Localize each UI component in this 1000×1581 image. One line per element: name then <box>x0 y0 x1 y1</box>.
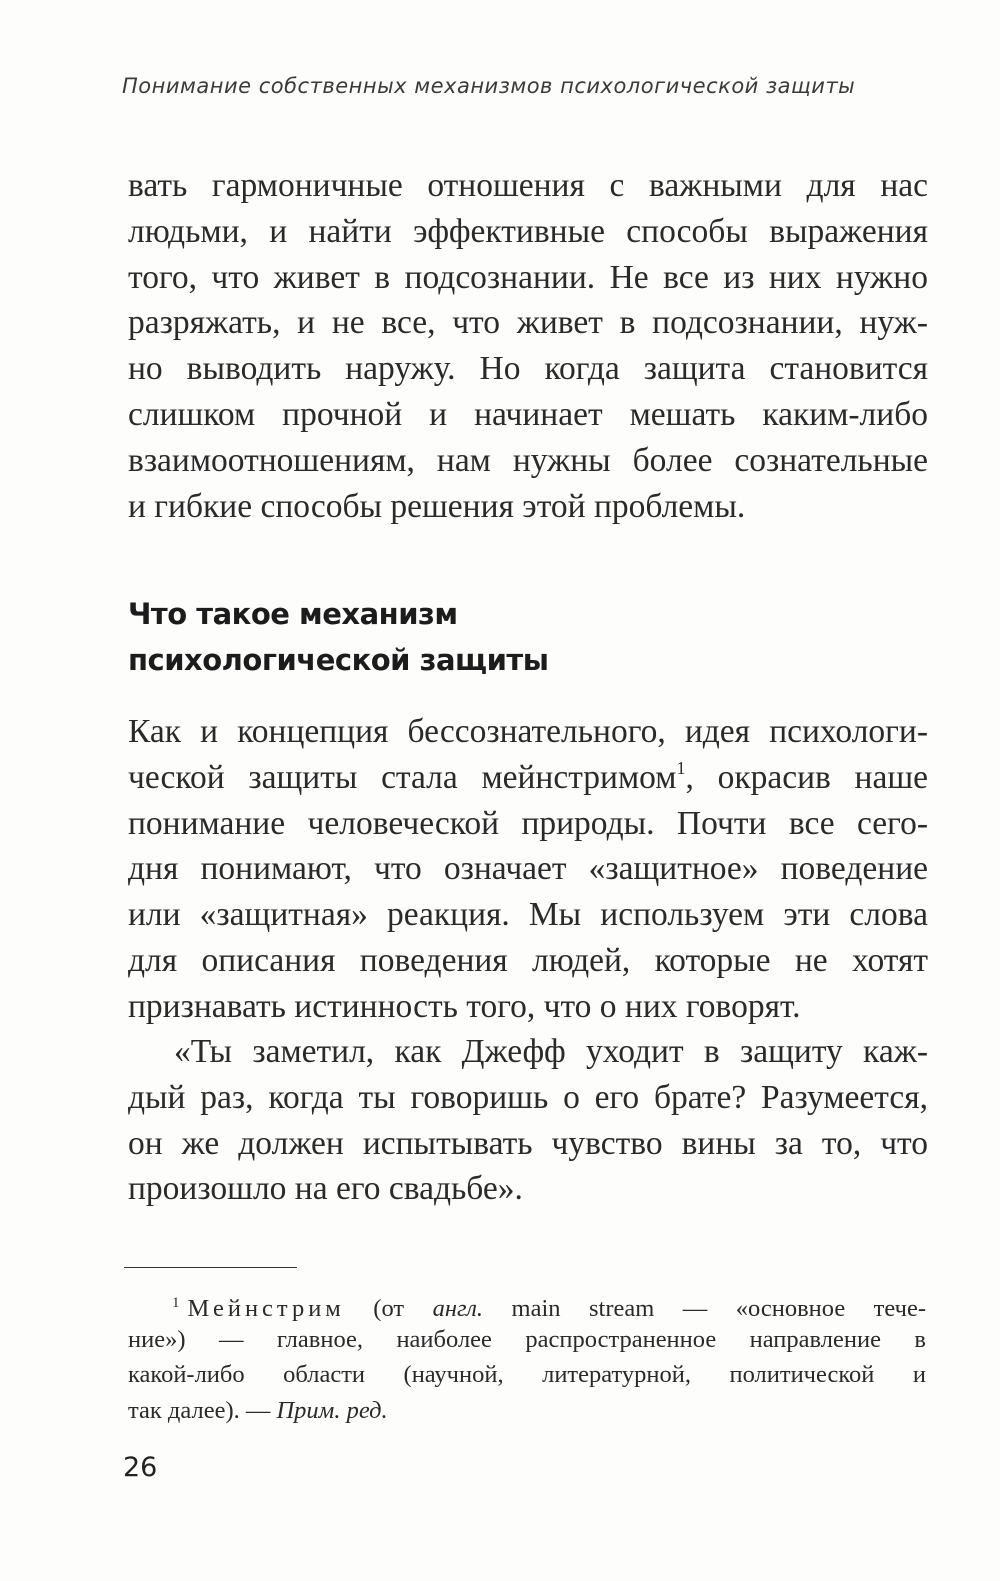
text-segment: main stream — «основное тече- <box>483 1295 926 1322</box>
footnote <box>128 1286 926 1428</box>
editor-note: Прим. ред. <box>276 1396 388 1424</box>
text-line: или «защитная» реакция. Мы используем эти слова <box>128 896 928 934</box>
heading-line: Что такое механизм <box>128 597 458 631</box>
text-segment: , окрасив наше <box>685 758 928 796</box>
text-line: произошло на его свадьбе». <box>128 1170 523 1208</box>
text-line: но выводить наружу. Но когда защита становится <box>128 350 928 388</box>
text-line: Как и концепция бессознательного, идея психологи- <box>128 713 928 750</box>
text-line: того, что живет в подсознании. Не все из них нужно <box>128 258 928 296</box>
text-line: дый раз, когда ты говоришь о его брате? Разумеется, <box>128 1078 928 1116</box>
footnote-marker: 1 <box>172 1295 180 1311</box>
section-heading <box>128 591 928 683</box>
paragraph-defense-concept <box>128 709 928 1030</box>
page-number: 26 <box>123 1452 158 1483</box>
text-line: взаимоотношениям, нам нужны более сознательные <box>128 441 928 479</box>
text-line: для описания поведения людей, которые не хотят <box>128 941 928 979</box>
text-segment: (от <box>344 1295 433 1322</box>
footnote-reference[interactable]: 1 <box>676 757 686 778</box>
footnote-term: Мейнстрим <box>187 1295 345 1322</box>
footnote-line: ние») — главное, наиболее распространенное направление в <box>128 1325 926 1353</box>
footnote-line <box>128 1393 926 1429</box>
text-line: вать гармоничные отношения с важными для нас <box>128 167 928 204</box>
paragraph-quote <box>128 1029 928 1212</box>
text-segment: так далее). — <box>128 1396 277 1424</box>
running-header: Понимание собственных механизмов психологической защиты <box>122 74 856 98</box>
footnote-line: какой-либо области (научной, литературной, политической и <box>128 1361 926 1388</box>
text-line: дня понимают, что означает «защитное» поведение <box>128 850 928 888</box>
text-line: «Ты заметил, как Джефф уходит в защиту каж- <box>174 1033 928 1070</box>
text-segment: ческой защиты стала мейнстримом <box>128 758 677 796</box>
footnote-divider <box>124 1267 297 1268</box>
intro-paragraph <box>128 163 928 529</box>
footnote-line <box>128 1286 926 1322</box>
text-line: признавать истинность того, что о них говорят. <box>128 987 801 1025</box>
text-line: он же должен испытывать чувство вины за то, что <box>128 1124 928 1162</box>
heading-line: психологической защиты <box>128 643 549 677</box>
language-abbreviation: англ. <box>432 1295 484 1322</box>
text-line <box>128 755 928 801</box>
text-line: разряжать, и не все, что живет в подсознании, нуж- <box>128 304 928 342</box>
text-line: людьми, и найти эффективные способы выражения <box>128 212 928 250</box>
text-line: и гибкие способы решения этой проблемы. <box>128 487 746 525</box>
text-line: слишком прочной и начинает мешать каким-либо <box>128 395 928 433</box>
text-line: понимание человеческой природы. Почти все сего- <box>128 804 928 842</box>
